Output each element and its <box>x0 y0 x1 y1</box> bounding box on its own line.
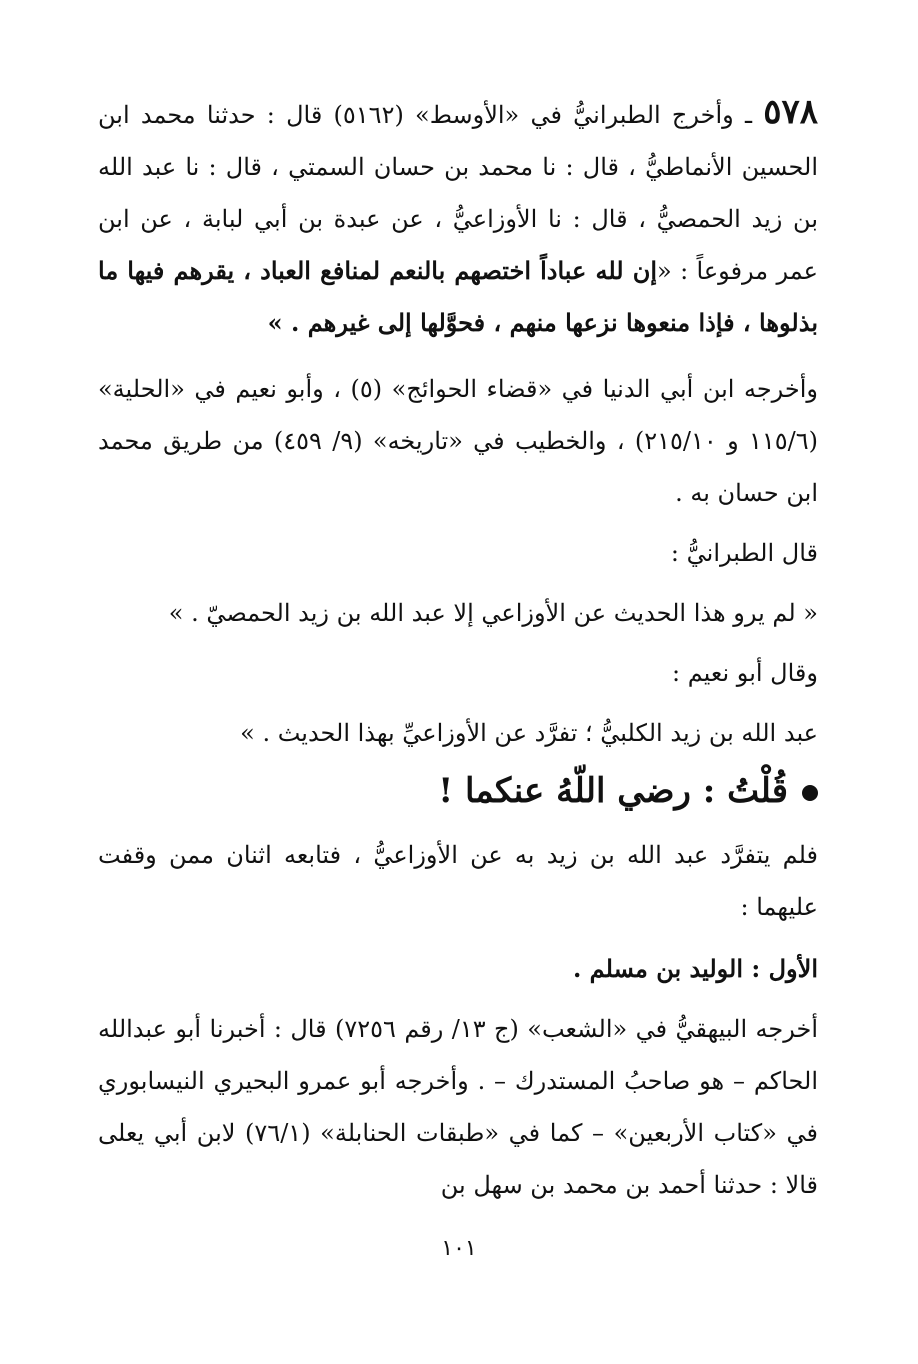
abu-nuaym-label: وقال أبو نعيم : <box>671 659 818 687</box>
hadith-number: ٥٧٨ <box>763 92 818 132</box>
takhrij-paragraph: وأخرجه ابن أبي الدنيا في «قضاء الحوائج» (٥) ، وأبو نعيم في «الحلية» (١١٥/٦ و ٢١٥/١٠) ، والخطيب في «تاريخه» (٩/ ٤٥٩) من طريق محمد ابن حسان به . <box>98 375 819 507</box>
hadith-paragraph <box>98 86 818 349</box>
abu-nuaym-quote: عبد الله بن زيد الكلبيُّ ؛ تفرَّد عن الأوزاعيِّ بهذا الحديث . » <box>240 719 818 747</box>
page-body <box>98 86 818 1211</box>
first-follower-heading: الأول : الوليد بن مسلم . <box>572 954 818 983</box>
comment-paragraph: فلم يتفرَّد عبد الله بن زيد به عن الأوزاعيُّ ، فتابعه اثنان ممن وقفت عليهما : <box>98 841 818 921</box>
section-heading <box>98 761 818 821</box>
tabarani-label: قال الطبرانيُّ : <box>670 539 818 567</box>
section-heading-text: قُلْتُ : رضي اللّهُ عنكما ! <box>438 771 788 811</box>
hadith-close-quote: » <box>267 308 291 337</box>
first-follower-paragraph: أخرجه البيهقيُّ في «الشعب» (ج ١٣/ رقم ٧٢٥٦) قال : أخبرنا أبو عبدالله الحاكم – هو صاحبُ المستدرك – . وأخرجه أبو عمرو البحيري النيسابوري في «كتاب الأربعين» – كما في «طبقات الحنابلة» (٧٦/١) لابن أبي يعلى قالا : حدثنا أحمد بن محمد بن سهل بن <box>98 1015 819 1199</box>
tabarani-quote: « لم يرو هذا الحديث عن الأوزاعي إلا عبد الله بن زيد الحمصيّ . » <box>168 599 818 627</box>
page-number: ١٠١ <box>441 1236 477 1261</box>
bullet-icon <box>802 785 818 801</box>
hadith-text: إن لله عباداً اختصهم بالنعم لمنافع العباد ، يقرهم فيها ما بذلوها ، فإذا منعوها نزعها منهم ، فحوَّلها إلى غيرهم . <box>98 256 818 337</box>
hadith-isnad: ـ وأخرج الطبرانيُّ في «الأوسط» (٥١٦٢) قال : حدثنا محمد ابن الحسين الأنماطيُّ ، قال : نا محمد بن حسان السمتي ، قال : نا عبد الله بن زيد الحمصيُّ ، قال : نا الأوزاعيُّ ، عن عبدة بن أبي لبابة ، عن ابن عمر مرفوعاً : « <box>98 101 818 285</box>
